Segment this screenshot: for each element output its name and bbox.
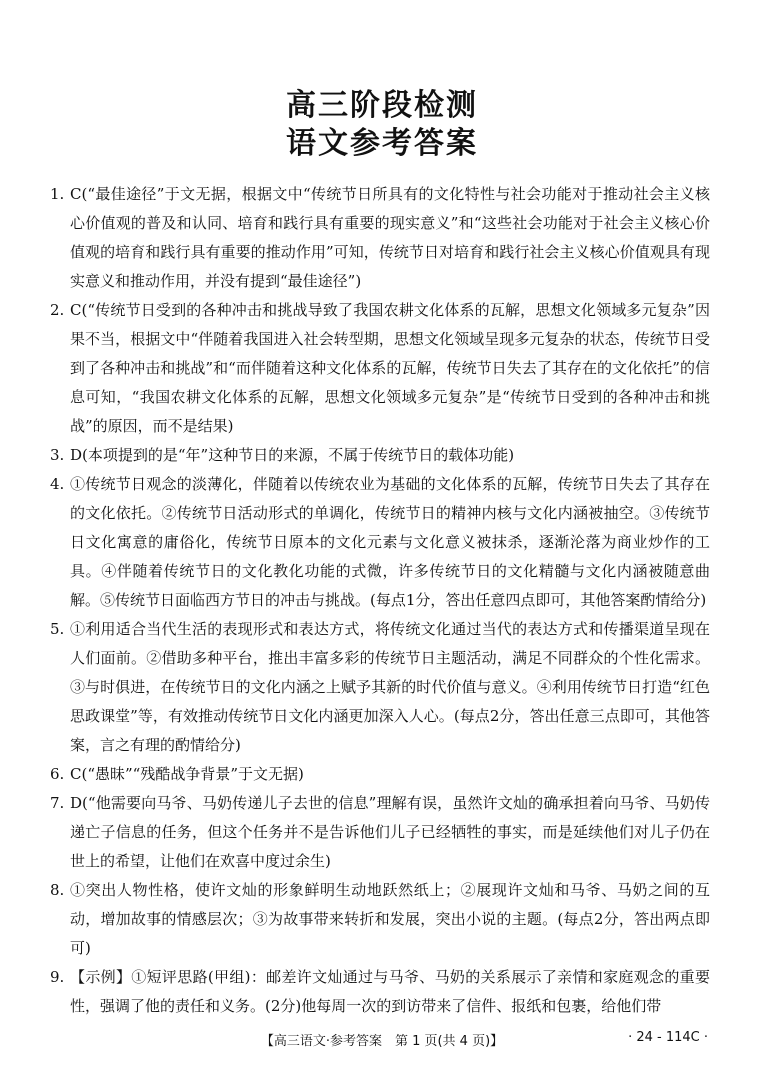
item-text: C(“愚昧”“残酷战争背景”于文无据) xyxy=(70,765,304,783)
item-text: D(本项提到的是“年”这种节日的来源，不属于传统节日的载体功能) xyxy=(70,446,515,464)
item-text: D(“他需要向马爷、马奶传递儿子去世的信息”理解有误，虽然许文灿的确承担着向马爷、马奶传递亡子信息的任务，但这个任务并不是告诉他们儿子已经牺牲的事实，而是延续他们对儿子仍在世上的希望，让他们在欢喜中度过余生) xyxy=(70,794,710,870)
item-number: 5. xyxy=(50,620,65,638)
answer-item-1 xyxy=(50,180,710,296)
page-title: 高三阶段检测 xyxy=(286,88,478,123)
item-text: ①利用适合当代生活的表现形式和表达方式，将传统文化通过当代的表达方式和传播渠道呈现在人们面前。②借助多种平台，推出丰富多彩的传统节日主题活动，满足不同群众的个性化需求。③与时俱进，在传统节日的文化内涵之上赋予其新的时代价值与意义。④利用传统节日打造“红色思政课堂”等，有效推动传统节日文化内涵更加深入人心。(每点2分，答出任意三点即可，其他答案，言之有理的酌情给分) xyxy=(70,620,710,754)
answer-item-3 xyxy=(50,441,710,470)
item-number: 2. xyxy=(50,301,65,319)
answer-list xyxy=(50,180,710,1021)
item-number: 6. xyxy=(50,765,65,783)
item-number: 1. xyxy=(50,185,65,203)
answer-item-8 xyxy=(50,876,710,963)
answer-item-7 xyxy=(50,789,710,876)
item-number: 4. xyxy=(50,475,65,493)
answer-item-9 xyxy=(50,963,710,1021)
item-text: C(“最佳途径”于文无据，根据文中“传统节日所具有的文化特性与社会功能对于推动社会主义核心价值观的普及和认同、培育和践行具有重要的现实意义”和“这些社会功能对于社会主义核心价值观的培育和践行具有重要的推动作用”可知，传统节日对培育和践行社会主义核心价值观具有现实意义和推动作用，并没有提到“最佳途径”) xyxy=(70,185,710,290)
item-number: 9. xyxy=(50,968,65,986)
footer-code: · 24 - 114C · xyxy=(628,1030,708,1045)
page-subtitle: 语文参考答案 xyxy=(286,126,478,161)
answer-item-5 xyxy=(50,615,710,760)
item-text: C(“传统节日受到的各种冲击和挑战导致了我国农耕文化体系的瓦解，思想文化领域多元复杂”因果不当，根据文中“伴随着我国进入社会转型期，思想文化领域呈现多元复杂的状态，传统节日受到了各种冲击和挑战”和“而伴随着这种文化体系的瓦解，传统节日失去了其存在的文化依托”的信息可知，“我国农耕文化体系的瓦解，思想文化领域多元复杂”是“传统节日受到的各种冲击和挑战”的原因，而不是结果) xyxy=(70,301,710,435)
item-number: 7. xyxy=(50,794,65,812)
item-number: 3. xyxy=(50,446,65,464)
answer-item-6 xyxy=(50,760,710,789)
item-text: ①突出人物性格，使许文灿的形象鲜明生动地跃然纸上；②展现许文灿和马爷、马奶之间的互动，增加故事的情感层次；③为故事带来转折和发展，突出小说的主题。(每点2分，答出两点即可) xyxy=(70,881,710,957)
item-text: 【示例】①短评思路(甲组)：邮差许文灿通过与马爷、马奶的关系展示了亲情和家庭观念的重要性，强调了他的责任和义务。(2分)他每周一次的到访带来了信件、报纸和包裹，给他们带 xyxy=(70,968,710,1015)
answer-item-4 xyxy=(50,470,710,615)
footer-page-info: 【高三语文·参考答案 第 1 页(共 4 页)】 xyxy=(260,1034,504,1049)
answer-item-2 xyxy=(50,296,710,441)
item-text: ①传统节日观念的淡薄化，伴随着以传统农业为基础的文化体系的瓦解，传统节日失去了其存在的文化依托。②传统节日活动形式的单调化，传统节日的精神内核与文化内涵被抽空。③传统节日文化寓意的庸俗化，传统节日原本的文化元素与文化意义被抹杀，逐渐沦落为商业炒作的工具。④伴随着传统节日的文化教化功能的式微，许多传统节日的文化精髓与文化内涵被随意曲解。⑤传统节日面临西方节日的冲击与挑战。(每点1分，答出任意四点即可，其他答案酌情给分) xyxy=(70,475,710,609)
item-number: 8. xyxy=(50,881,65,899)
